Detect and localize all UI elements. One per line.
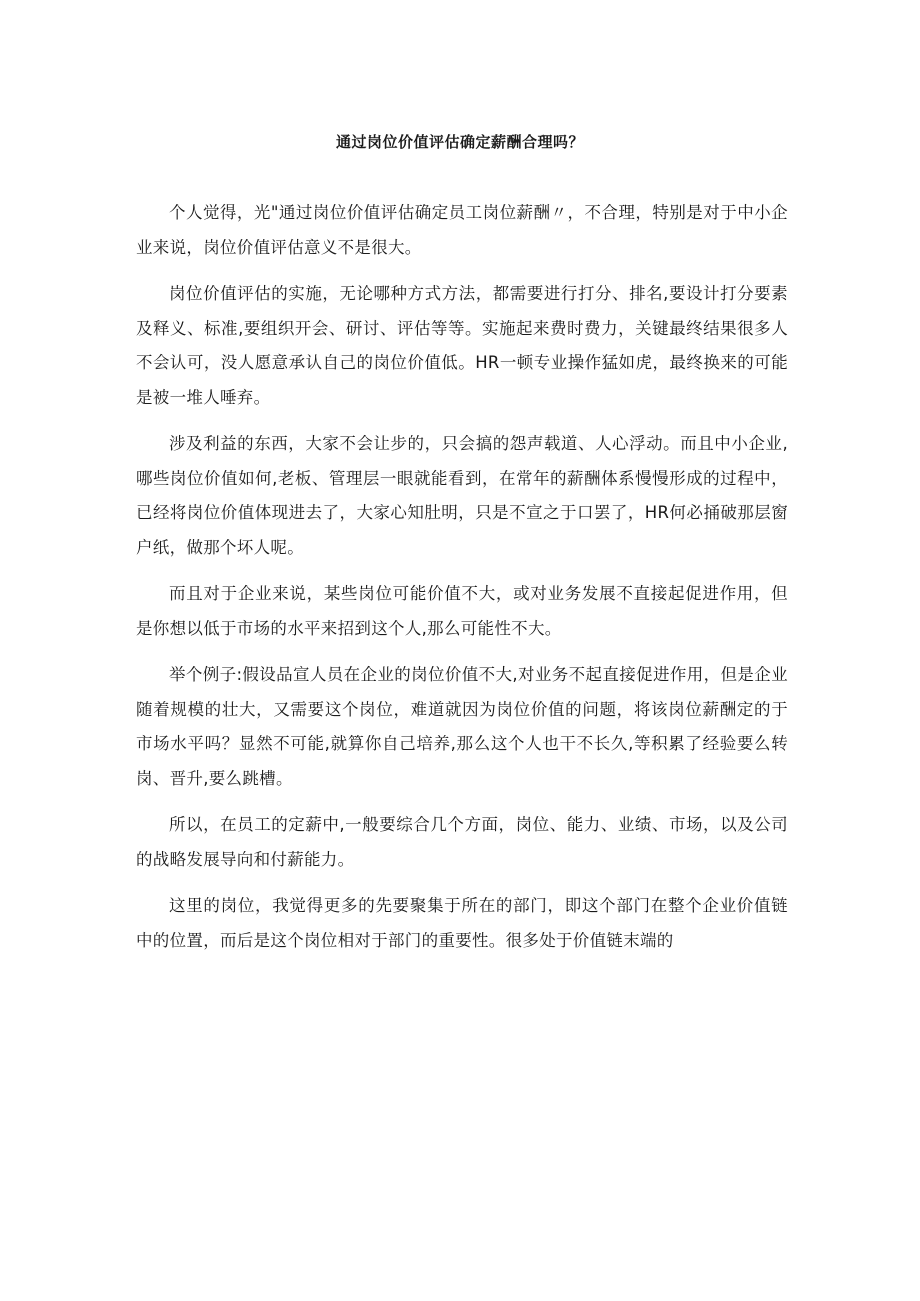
- paragraph-1: 个人觉得，光"通过岗位价值评估确定员工岗位薪酬〃，不合理，特别是对于中小企业来说，岗位价值评估意义不是很大。: [136, 203, 788, 257]
- paragraph-7: 这里的岗位，我觉得更多的先要聚集于所在的部门，即这个部门在整个企业价值链中的位置，而后是这个岗位相对于部门的重要性。很多处于价值链末端的: [136, 896, 788, 950]
- document-title: 通过岗位价值评估确定薪酬合理吗？: [335, 133, 584, 151]
- paragraph-3: 涉及利益的东西，大家不会让步的，只会搞的怨声载道、人心浮动。而且中小企业,哪些岗位价值如何,老板、管理层一眼就能看到，在常年的薪酬体系慢慢形成的过程中，已经将岗位价值体现进去了，大家心知肚明，只是不宣之于口罢了，HR何必捅破那层窗户纸，做那个坏人呢。: [136, 434, 788, 557]
- paragraph-4: 而且对于企业来说，某些岗位可能价值不大，或对业务发展不直接起促进作用，但是你想以低于市场的水平来招到这个人,那么可能性不大。: [136, 584, 788, 638]
- paragraph-6: 所以，在员工的定薪中,一般要综合几个方面，岗位、能力、业绩、市场，以及公司的战略发展导向和付薪能力。: [136, 815, 788, 869]
- paragraph-5: 举个例子:假设品宣人员在企业的岗位价值不大,对业务不起直接促进作用，但是企业随着规模的壮大，又需要这个岗位，难道就因为岗位价值的问题，将该岗位薪酬定的于市场水平吗？显然不可能,就算你自己培养,那么这个人也干不长久,等积累了经验要么转岗、晋升,要么跳槽。: [136, 665, 788, 788]
- document-body: [136, 196, 788, 970]
- paragraph-2: 岗位价值评估的实施，无论哪种方式方法，都需要进行打分、排名,要设计打分要素及释义、标准,要组织开会、研讨、评估等等。实施起来费时费力，关键最终结果很多人不会认可，没人愿意承认自己的岗位价值低。HR一顿专业操作猛如虎，最终换来的可能是被一堆人唾弃。: [136, 284, 788, 407]
